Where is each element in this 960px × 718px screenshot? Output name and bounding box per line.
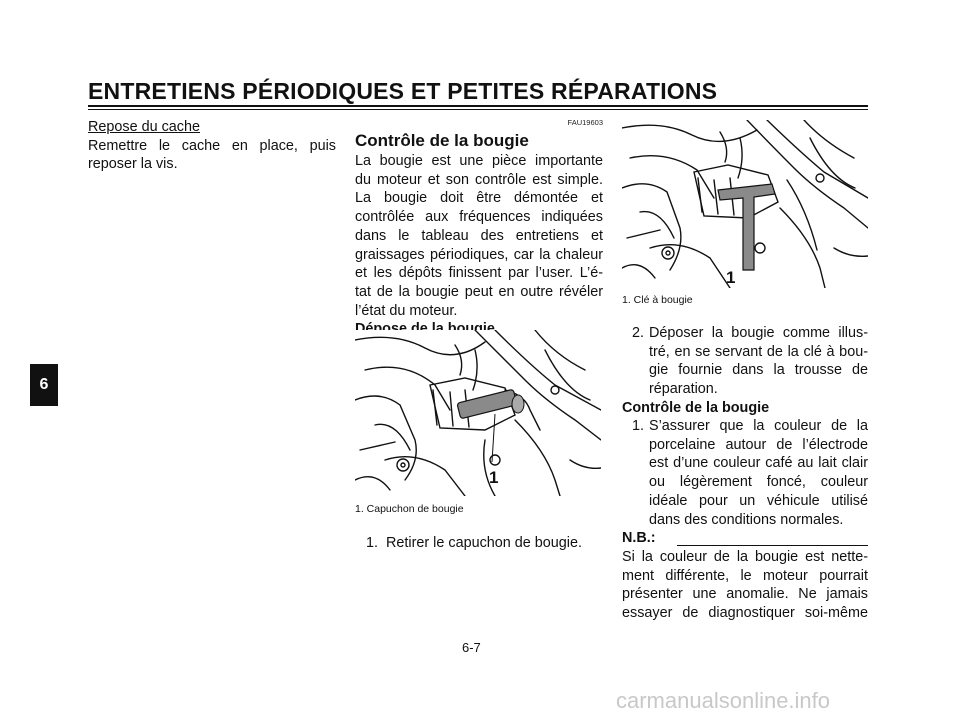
paragraph-line: l’état du moteur. <box>355 302 458 319</box>
check-number: 1. <box>632 418 645 434</box>
paragraph-line: contrôlée aux fréquences indiquées <box>355 209 603 226</box>
nb-line: Si la couleur de la bougie est nette- <box>622 549 868 565</box>
header-rule-thin <box>88 109 868 110</box>
engine-illustration <box>622 120 868 288</box>
paragraph-line: La bougie doit être démontée et <box>355 190 603 207</box>
column-1 <box>88 118 336 174</box>
check-line: est d’une couleur café au lait clair <box>649 455 868 472</box>
nb-rule <box>677 545 868 546</box>
check-color <box>632 417 868 529</box>
check-line: ou légèrement foncé, couleur <box>649 474 868 491</box>
subheading-controle-bougie: Contrôle de la bougie <box>622 400 770 416</box>
column-2 <box>355 118 603 339</box>
step-line: gie fournie dans la trousse de <box>649 362 868 379</box>
spark-plug-cap-highlight <box>457 389 524 419</box>
step-text: Retirer le capuchon de bougie. <box>386 535 583 551</box>
paragraph-line: tat de la bougie peut en outre révéler <box>355 283 603 300</box>
paragraph-line: dans le tableau des entretiens et <box>355 227 603 244</box>
subheading-repose-cache: Repose du cache <box>88 119 201 135</box>
check-line: porcelaine autour de l’électrode <box>649 436 868 453</box>
nb-line: présenter une anomalie. Ne jamais <box>622 586 868 603</box>
step-number: 1. <box>366 535 379 551</box>
step-number: 2. <box>632 325 645 341</box>
step-remove-plug <box>632 324 868 399</box>
paragraph-line: graissages périodiques, car la chaleur <box>355 246 603 263</box>
page-number: 6-7 <box>462 640 481 655</box>
figure-spark-plug-wrench <box>622 120 868 288</box>
check-line: idéale pour un véhicule utilisé <box>649 492 868 509</box>
page-header-title: ENTRETIENS PÉRIODIQUES ET PETITES RÉPARATIONS <box>88 78 718 104</box>
step-line: tré, en se servant de la clé à bou- <box>649 343 868 360</box>
figure-callout-number: 1 <box>726 268 736 287</box>
nb-line: essayer de diagnostiquer soi-même <box>622 605 868 622</box>
step-line: réparation. <box>649 381 718 398</box>
check-line: dans des conditions normales. <box>649 511 844 528</box>
chapter-number: 6 <box>39 376 49 393</box>
paragraph-repose-cache <box>88 137 336 174</box>
nb-label: N.B.: <box>622 530 656 546</box>
check-line: S’assurer que la couleur de la <box>649 418 868 434</box>
figure-caption-cap: 1. Capuchon de bougie <box>355 503 464 515</box>
paragraph-line: et les dépôts finissent par l’user. L’é- <box>355 265 603 282</box>
chapter-tab <box>30 364 58 406</box>
figure-callout-number: 1 <box>489 468 499 487</box>
figure-spark-plug-cap <box>355 330 601 496</box>
paragraph-line: La bougie est une pièce importante <box>355 153 603 169</box>
spark-plug-wrench-highlight <box>718 184 775 270</box>
nb-paragraph <box>622 548 868 623</box>
nb-line: ment différente, le moteur pourrait <box>622 567 868 584</box>
paragraph-line: reposer la vis. <box>88 156 178 173</box>
step-line: Déposer la bougie comme illus- <box>649 325 868 341</box>
figure-caption-wrench: 1. Clé à bougie <box>622 294 693 306</box>
engine-illustration <box>355 330 601 496</box>
paragraph-line: du moteur et son contrôle est simple. <box>355 171 603 188</box>
header-rule <box>88 105 868 107</box>
watermark: carmanualsonline.info <box>616 688 831 713</box>
section-heading: Contrôle de la bougie <box>355 131 529 150</box>
reference-code: FAU19603 <box>567 118 603 127</box>
paragraph-line: Remettre le cache en place, puis <box>88 137 336 154</box>
paragraph-controle <box>355 152 603 320</box>
